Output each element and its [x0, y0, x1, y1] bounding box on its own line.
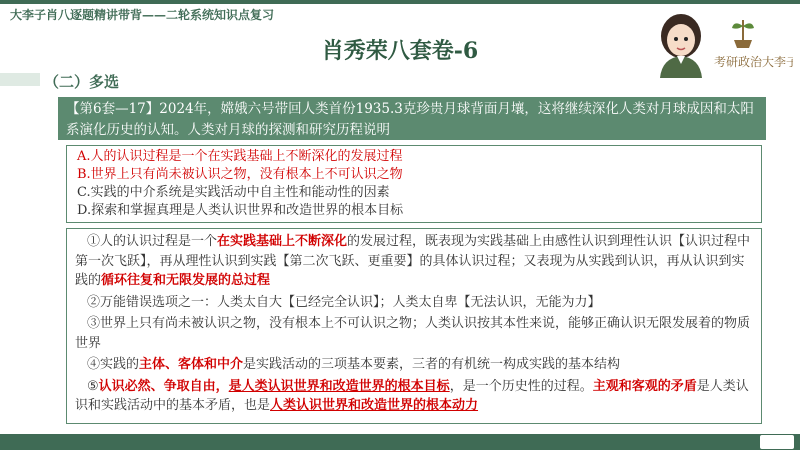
explanation-point-1: ①人的认识过程是一个在实践基础上不断深化的发展过程，既表现为实践基础上由感性认识到理性认识【认识过程中第一次飞跃】，再从理性认识到实践【第二次飞跃、更重要】的具体认识过程；又表现为从实践到认识，再从认识到实践的循环往复和无限发展的总过程	[75, 234, 751, 288]
page-title: 肖秀荣八套卷-6	[321, 38, 479, 64]
options-box	[66, 145, 762, 223]
section-marker	[0, 73, 40, 86]
section-heading: （二）多选	[44, 73, 120, 91]
option-d: D.探索和掌握真理是人类认识世界和改造世界的根本目标	[77, 203, 404, 218]
logo	[648, 8, 793, 78]
option-b: B.世界上只有尚未被认识之物，没有根本上不可认识之物	[77, 167, 403, 182]
explanation-point-4: ④实践的主体、客体和中介是实践活动的三项基本要素，三者的有机统一构成实践的基本结构	[87, 357, 621, 372]
option-a: A.人的认识过程是一个在实践基础上不断深化的发展过程	[77, 149, 403, 164]
avatar-illustration-icon	[648, 8, 793, 78]
explanation-point-3: ③世界上只有尚未被认识之物，没有根本上不可认识之物；人类认识按其本性来说，能够正确认识无限发展着的物质世界	[75, 316, 751, 351]
top-accent-line	[0, 0, 800, 4]
explanation-box	[66, 228, 762, 424]
series-title: 大李子肖八逐题精讲带背——二轮系统知识点复习	[10, 8, 275, 22]
question-box	[58, 97, 766, 140]
option-c: C.实践的中介系统是实践活动中自主性和能动性的因素	[77, 185, 390, 200]
explanation-point-5: ⑤认识必然、争取自由，是人类认识世界和改造世界的根本目标，是一个历史性的过程。主观和客观的矛盾是人类认识和实践活动中的基本矛盾，也是人类认识世界和改造世界的根本动力	[75, 378, 749, 413]
question-text: 【第6套—17】2024年，嫦娥六号带回人类首份1935.3克珍贵月球背面月壤，这将继续深化人类对月球成因和太阳系演化历史的认知。人类对月球的探测和研究历程说明	[66, 101, 754, 138]
page-number-box	[760, 435, 794, 449]
explanation-point-2: ②万能错误选项之一：人类太自大【已经完全认识】；人类太自卑【无法认识，无能为力】	[87, 294, 601, 310]
footer-bar	[0, 434, 800, 450]
logo-text: 考研政治大李子	[714, 55, 793, 69]
